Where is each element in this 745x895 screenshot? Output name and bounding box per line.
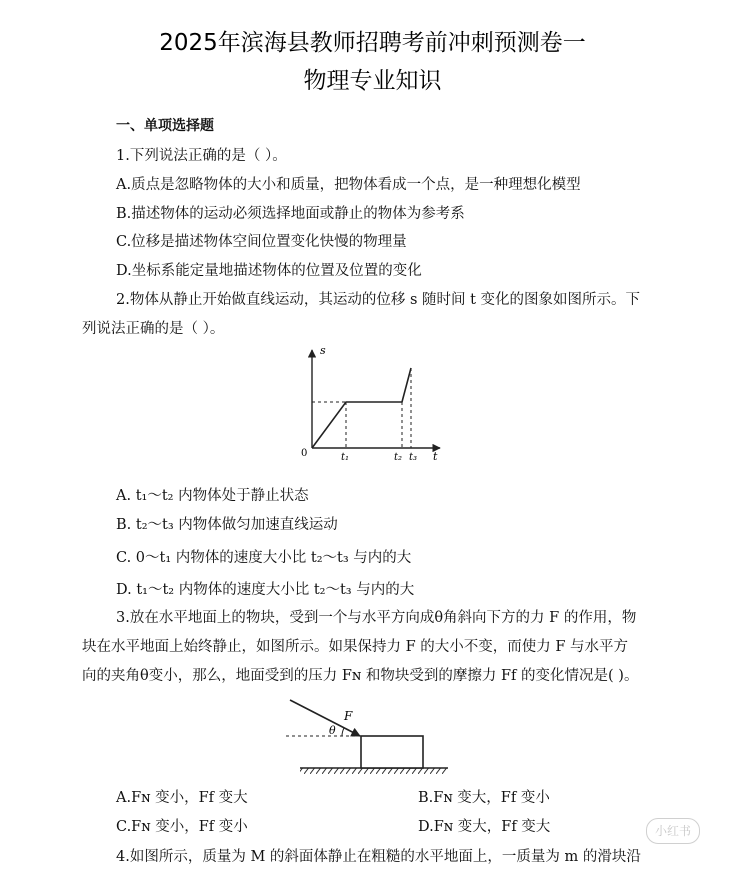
q3-option-c: C.Fɴ 变小，Ff 变小 xyxy=(116,819,248,835)
q3-option-d: D.Fɴ 变大，Ff 变大 xyxy=(418,819,551,835)
q3-stem-line3: 向的夹角θ变小，那么，地面受到的压力 Fɴ 和物块受到的摩擦力 Ff 的变化情况是( )。 xyxy=(82,668,639,684)
q3-stem-line1: 3.放在水平地面上的物块，受到一个与水平方向成θ角斜向下方的力 F 的作用，物 xyxy=(116,610,637,626)
origin-label: 0 xyxy=(301,448,308,459)
q2-option-b: B. t₂～t₃ 内物体做匀加速直线运动 xyxy=(116,517,338,533)
angle-arc xyxy=(342,728,344,736)
q2-displacement-time-graph xyxy=(290,340,450,465)
exam-subtitle: 物理专业知识 xyxy=(303,68,442,94)
q2-stem-line1: 2.物体从静止开始做直线运动，其运动的位移 s 随时间 t 变化的图象如图所示。下 xyxy=(116,292,641,308)
q3-option-b: B.Fɴ 变大，Ff 变小 xyxy=(418,790,550,806)
q1-option-a: A.质点是忽略物体的大小和质量，把物体看成一个点，是一种理想化模型 xyxy=(116,177,581,193)
section-heading: 一、单项选择题 xyxy=(116,118,214,134)
q2-stem-line2: 列说法正确的是（ ）。 xyxy=(82,321,225,337)
axis-label-t: t xyxy=(433,450,438,463)
s-t-curve xyxy=(312,368,411,448)
tick-label-t1: t₁ xyxy=(341,452,350,463)
force-label: F xyxy=(344,709,353,723)
angle-label: θ xyxy=(329,724,336,737)
tick-label-t3: t₃ xyxy=(409,452,418,463)
watermark-badge: 小红书 xyxy=(646,818,700,844)
q3-option-a: A.Fɴ 变小，Ff 变大 xyxy=(116,790,248,806)
ground-hatch xyxy=(300,768,448,774)
q1-option-c: C.位移是描述物体空间位置变化快慢的物理量 xyxy=(116,234,407,250)
q2-option-a: A. t₁～t₂ 内物体处于静止状态 xyxy=(116,488,309,504)
q4-stem: 4.如图所示，质量为 M 的斜面体静止在粗糙的水平地面上，一质量为 m 的滑块沿 xyxy=(116,849,641,865)
q1-stem: 1.下列说法正确的是（ ）。 xyxy=(116,148,287,164)
q1-option-b: B.描述物体的运动必须选择地面或静止的物体为参考系 xyxy=(116,206,465,222)
axis-label-s: s xyxy=(320,344,326,357)
q2-option-c: C. 0～t₁ 内物体的速度大小比 t₂～t₃ 与内的大 xyxy=(116,550,412,566)
q3-force-diagram xyxy=(286,694,461,774)
q1-option-d: D.坐标系能定量地描述物体的位置及位置的变化 xyxy=(116,263,422,279)
block xyxy=(361,736,423,768)
q2-option-d: D. t₁～t₂ 内物体的速度大小比 t₂～t₃ 与内的大 xyxy=(116,582,415,598)
tick-label-t2: t₂ xyxy=(394,452,403,463)
exam-title: 2025年滨海县教师招聘考前冲刺预测卷一 xyxy=(159,30,586,56)
q3-stem-line2: 块在水平地面上始终静止，如图所示。如果保持力 F 的大小不变，而使力 F 与水平方 xyxy=(82,639,629,655)
